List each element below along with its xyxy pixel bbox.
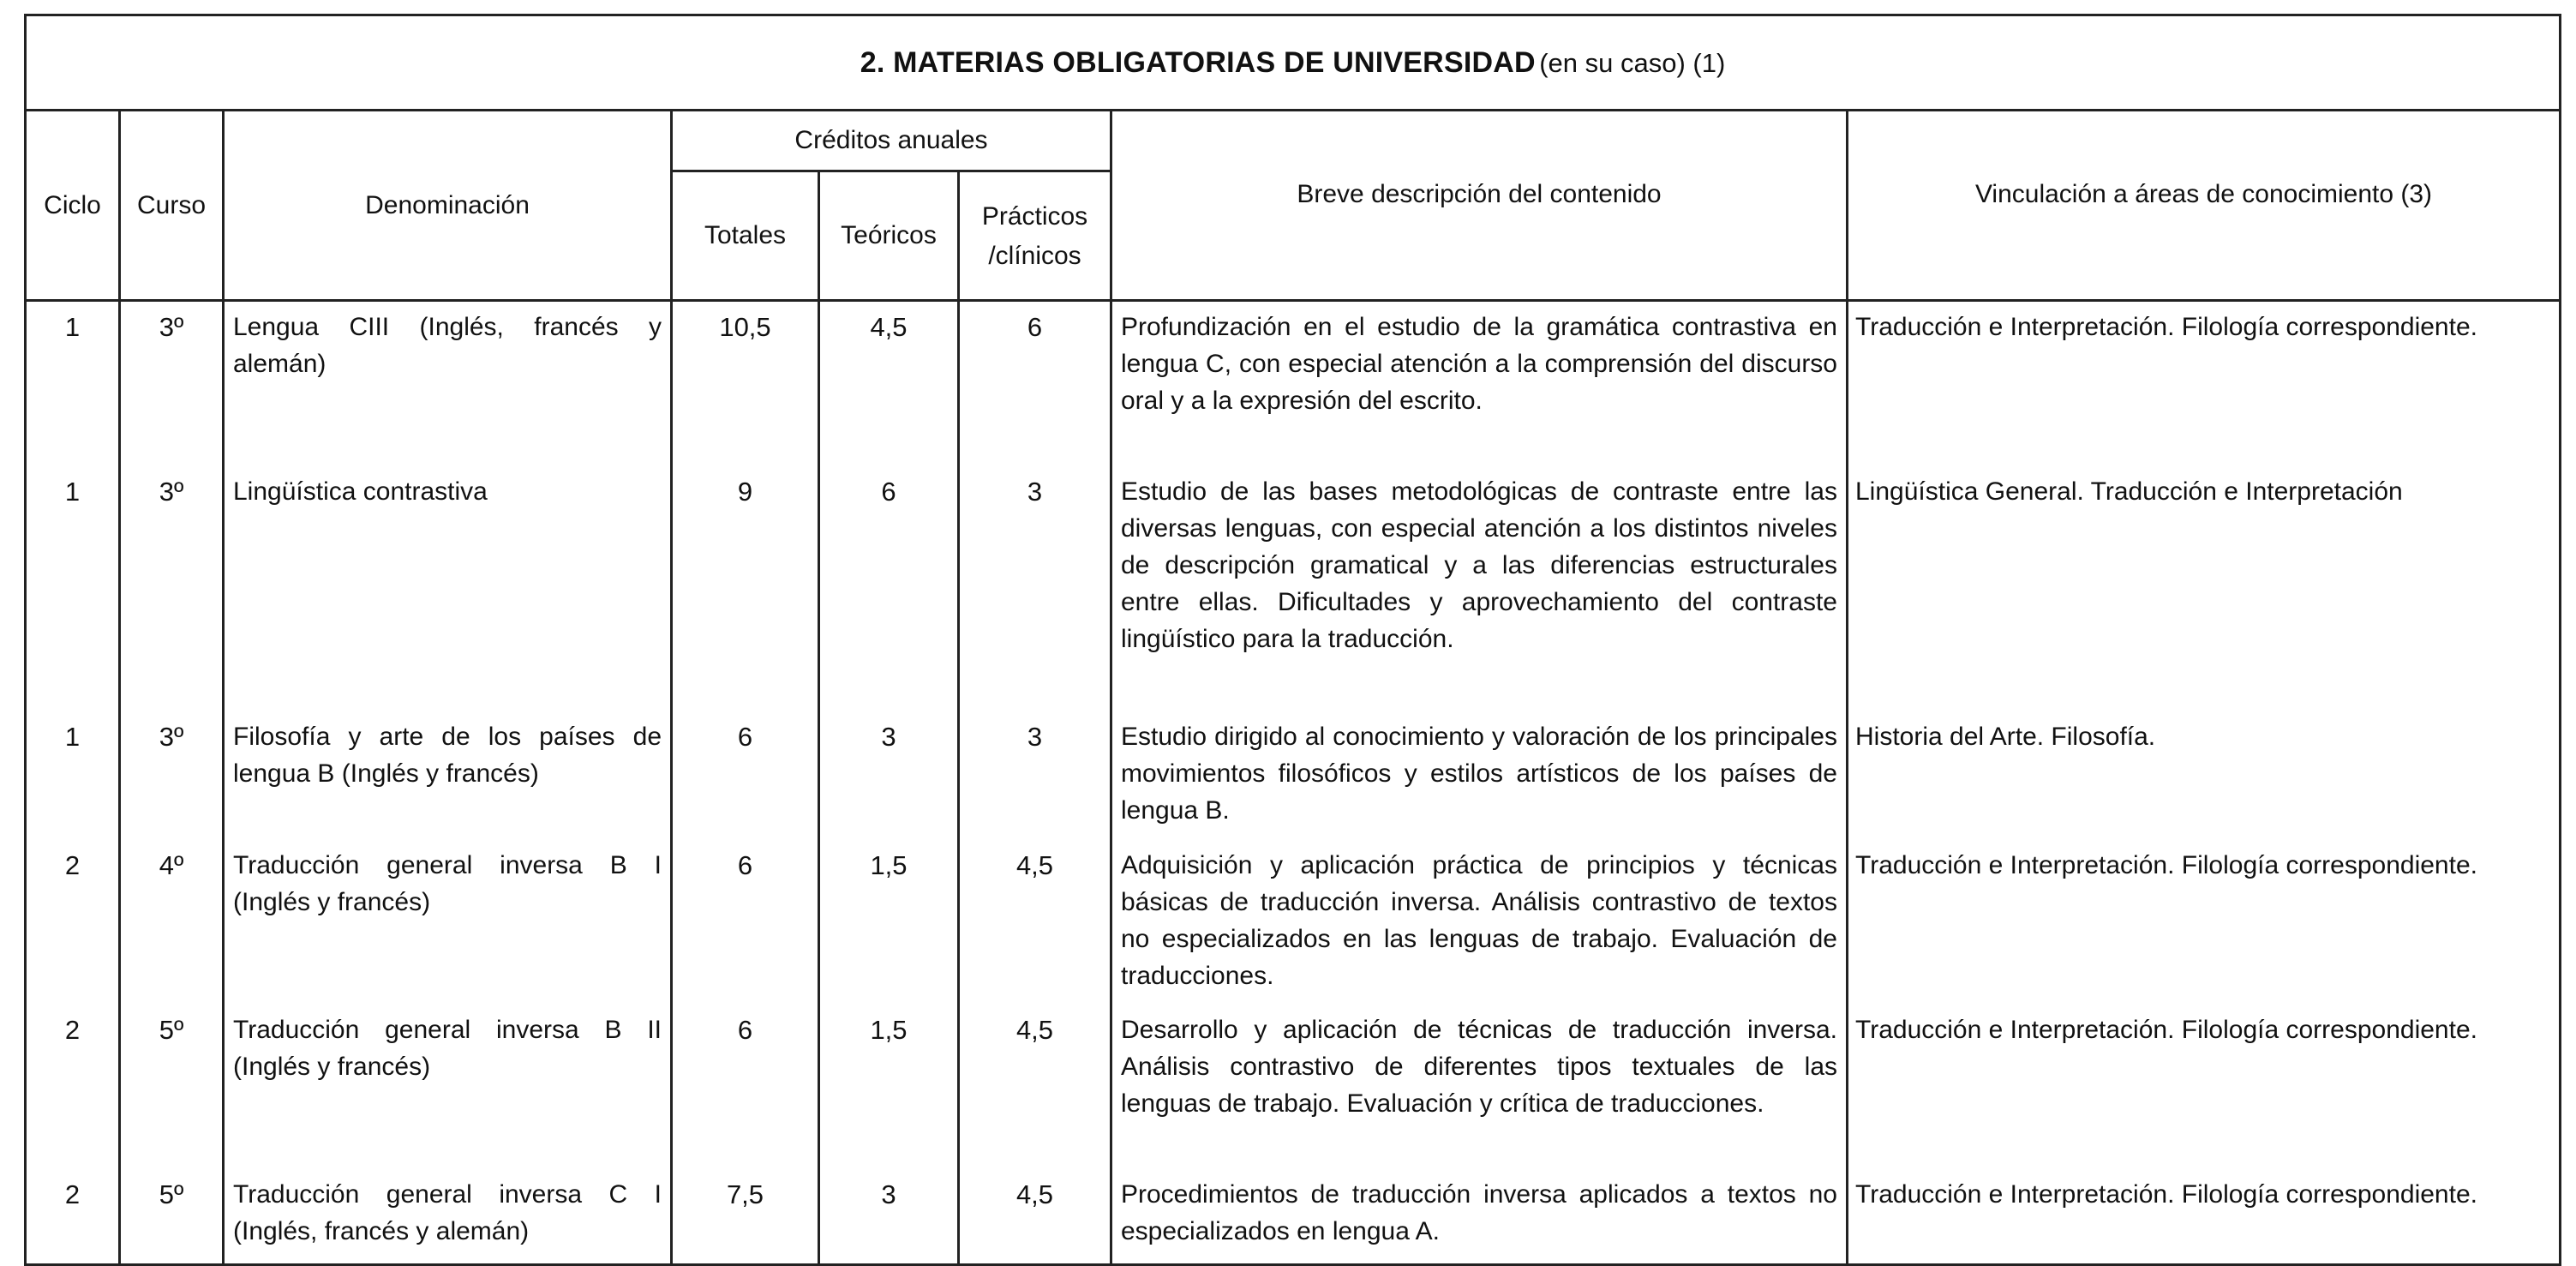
title-main: 2. MATERIAS OBLIGATORIAS DE UNIVERSIDAD [860, 45, 1536, 79]
header-totales: Totales [672, 171, 819, 301]
header-ciclo: Ciclo [26, 111, 120, 301]
cell-descripcion: Procedimientos de traducción inversa aplicados a textos no especializados en lengua A. [1111, 1169, 1848, 1265]
cell-practicos: 4,5 [959, 840, 1111, 1005]
materias-table [24, 14, 2561, 1266]
cell-practicos: 3 [959, 466, 1111, 711]
cell-denominacion: Traducción general inversa B I (Inglés y francés) [224, 840, 672, 1005]
header-creditos: Créditos anuales [672, 111, 1111, 171]
cell-descripcion: Estudio dirigido al conocimiento y valoración de los principales movimientos filosóficos y estilos artísticos de los países de lengua B. [1111, 711, 1848, 840]
header-denominacion: Denominación [224, 111, 672, 301]
cell-practicos: 4,5 [959, 1169, 1111, 1265]
cell-totales: 10,5 [672, 301, 819, 466]
header-descripcion: Breve descripción del contenido [1111, 111, 1848, 301]
table-row [26, 840, 2561, 1005]
cell-vinculacion: Historia del Arte. Filosofía. [1848, 711, 2561, 840]
cell-vinculacion: Traducción e Interpretación. Filología correspondiente. [1848, 840, 2561, 1005]
cell-teoricos: 6 [819, 466, 959, 711]
cell-practicos: 6 [959, 301, 1111, 466]
header-practicos: Prácticos [959, 171, 1111, 235]
cell-denominacion: Filosofía y arte de los países de lengua B (Inglés y francés) [224, 711, 672, 840]
table-row [26, 711, 2561, 840]
cell-totales: 6 [672, 711, 819, 840]
cell-totales: 6 [672, 1005, 819, 1169]
cell-totales: 7,5 [672, 1169, 819, 1265]
cell-ciclo: 1 [26, 466, 120, 711]
cell-ciclo: 1 [26, 711, 120, 840]
cell-denominacion: Lengua CIII (Inglés, francés y alemán) [224, 301, 672, 466]
cell-teoricos: 3 [819, 711, 959, 840]
table-row [26, 1169, 2561, 1265]
cell-vinculacion: Lingüística General. Traducción e Interpretación [1848, 466, 2561, 711]
cell-totales: 6 [672, 840, 819, 1005]
cell-descripcion: Adquisición y aplicación práctica de principios y técnicas básicas de traducción inversa. Análisis contrastivo de textos no especializados en las lenguas de trabajo. Evaluación de traducciones. [1111, 840, 1848, 1005]
document-page [24, 14, 2559, 1245]
cell-descripcion: Estudio de las bases metodológicas de contraste entre las diversas lenguas, con especial atención a los distintos niveles de descripción gramatical y a las diferencias estructurales entre ellas. Dificultades y aprovechamiento del contraste lingüístico para la traducción. [1111, 466, 1848, 711]
table-row [26, 1005, 2561, 1169]
header-teoricos: Teóricos [819, 171, 959, 301]
cell-vinculacion: Traducción e Interpretación. Filología correspondiente. [1848, 1169, 2561, 1265]
header-vinculacion: Vinculación a áreas de conocimiento (3) [1848, 111, 2561, 301]
title-row [26, 15, 2561, 111]
cell-teoricos: 3 [819, 1169, 959, 1265]
cell-ciclo: 2 [26, 840, 120, 1005]
table-row [26, 466, 2561, 711]
cell-denominacion: Lingüística contrastiva [224, 466, 672, 711]
cell-totales: 9 [672, 466, 819, 711]
cell-vinculacion: Traducción e Interpretación. Filología correspondiente. [1848, 1005, 2561, 1169]
cell-teoricos: 4,5 [819, 301, 959, 466]
header-curso: Curso [120, 111, 224, 301]
cell-descripcion: Desarrollo y aplicación de técnicas de traducción inversa. Análisis contrastivo de diferentes tipos textuales de las lenguas de trabajo. Evaluación y crítica de traducciones. [1111, 1005, 1848, 1169]
cell-practicos: 3 [959, 711, 1111, 840]
table-title [26, 15, 2561, 111]
cell-teoricos: 1,5 [819, 1005, 959, 1169]
header-row-1 [26, 111, 2561, 171]
cell-curso: 4º [120, 840, 224, 1005]
cell-ciclo: 1 [26, 301, 120, 466]
cell-curso: 5º [120, 1005, 224, 1169]
cell-ciclo: 2 [26, 1005, 120, 1169]
cell-denominacion: Traducción general inversa C I (Inglés, francés y alemán) [224, 1169, 672, 1265]
cell-curso: 3º [120, 711, 224, 840]
cell-vinculacion: Traducción e Interpretación. Filología correspondiente. [1848, 301, 2561, 466]
cell-curso: 3º [120, 466, 224, 711]
title-sub: (en su caso) (1) [1539, 47, 1726, 78]
table-row [26, 301, 2561, 466]
cell-descripcion: Profundización en el estudio de la gramática contrastiva en lengua C, con especial atención a la comprensión del discurso oral y a la expresión del escrito. [1111, 301, 1848, 466]
cell-teoricos: 1,5 [819, 840, 959, 1005]
cell-ciclo: 2 [26, 1169, 120, 1265]
cell-curso: 5º [120, 1169, 224, 1265]
cell-practicos: 4,5 [959, 1005, 1111, 1169]
header-clinicos: /clínicos [959, 235, 1111, 301]
cell-curso: 3º [120, 301, 224, 466]
cell-denominacion: Traducción general inversa B II (Inglés y francés) [224, 1005, 672, 1169]
